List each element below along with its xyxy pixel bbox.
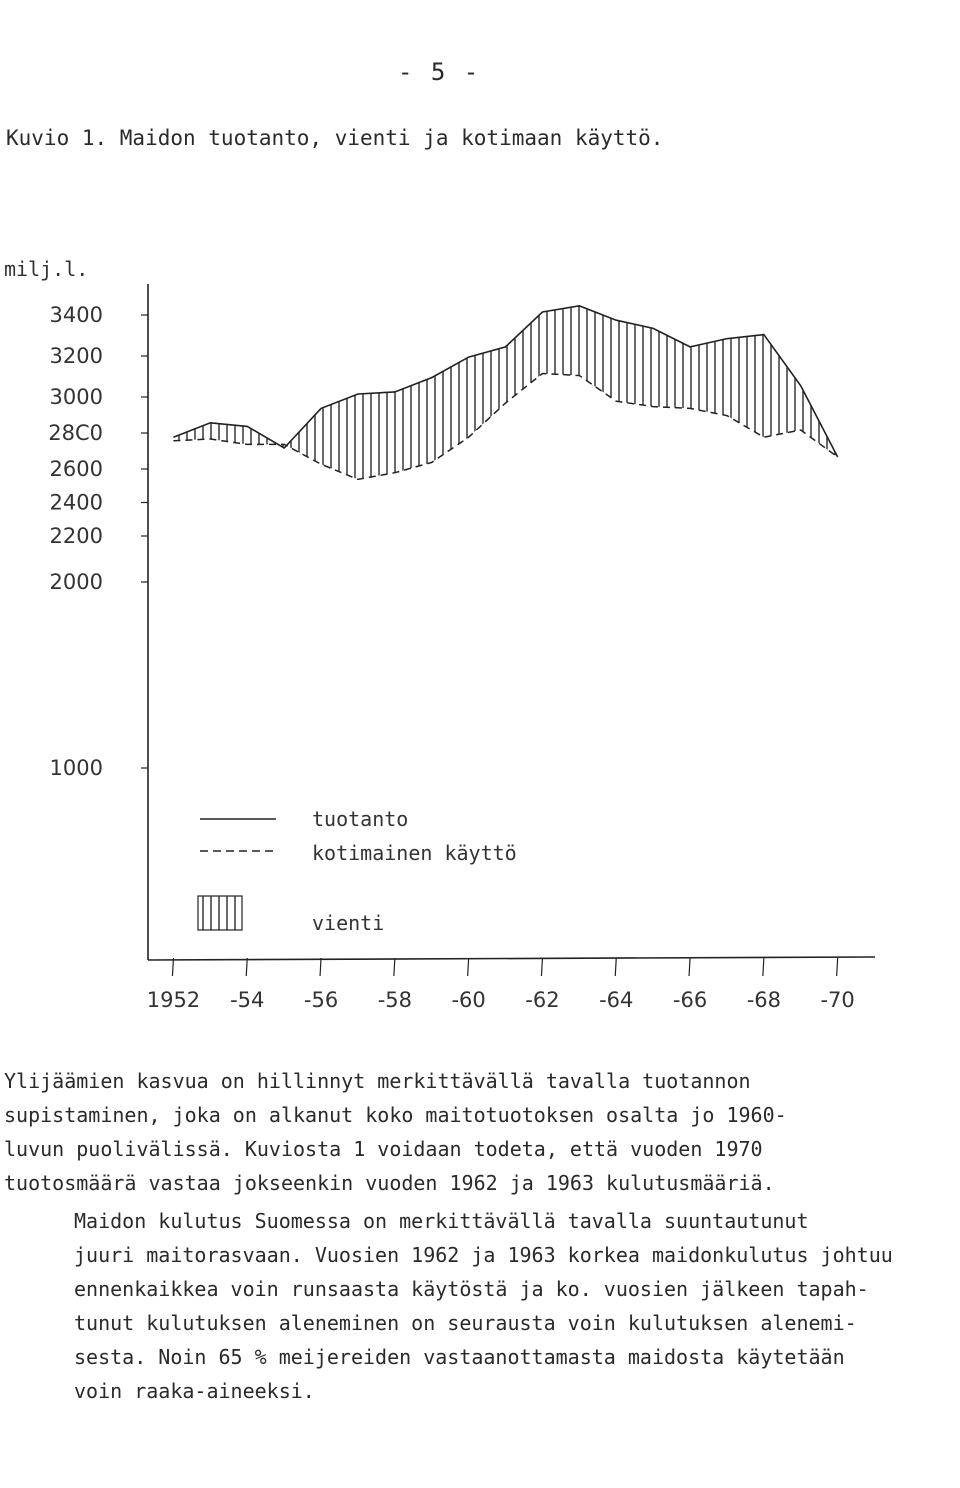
x-tick-mark [763, 958, 764, 976]
x-tick-mark [468, 958, 469, 976]
x-tick-label: -62 [525, 988, 560, 1012]
x-tick-label: -66 [672, 988, 708, 1012]
x-tick-label: -70 [820, 988, 855, 1012]
y-tick-label: 2000 [49, 570, 103, 594]
y-tick-label: 2200 [49, 524, 103, 548]
y-tick-label: 2400 [49, 490, 103, 515]
y-tick-label: 1000 [49, 756, 103, 780]
y-tick-label: 2600 [49, 457, 103, 481]
text-line: luvun puolivälissä. Kuviosta 1 voidaan todeta, että vuoden 1970 [4, 1137, 763, 1161]
text-line: ennenkaikkea voin runsaasta käytöstä ja ko. vuosien jälkeen tapah- [74, 1277, 869, 1301]
text-line: supistaminen, joka on alkanut koko maitotuotoksen osalta jo 1960- [4, 1103, 787, 1127]
milk-chart [0, 240, 960, 1060]
x-tick-mark [320, 958, 321, 976]
x-tick-label: -54 [230, 988, 265, 1012]
x-tick-label: -60 [451, 988, 486, 1012]
x-tick-label: -58 [377, 988, 413, 1012]
x-tick-mark [689, 958, 690, 976]
y-tick-label: 3000 [49, 385, 103, 409]
x-tick-mark [837, 958, 838, 976]
legend-swatch-vienti [198, 896, 242, 930]
x-tick-mark [246, 958, 247, 976]
x-tick-label: -64 [599, 988, 634, 1012]
legend [198, 807, 517, 935]
vienti-band [173, 306, 837, 480]
x-tick-mark [541, 958, 542, 976]
text-line: Maidon kulutus Suomessa on merkittävällä tavalla suuntautunut [74, 1209, 809, 1233]
x-tick-label: 1952 [146, 988, 201, 1012]
legend-label-tuotanto: tuotanto [312, 807, 409, 831]
x-tick-mark [615, 958, 616, 976]
body-text [4, 1064, 956, 1408]
y-tick-label: 3200 [49, 344, 103, 368]
text-line: voin raaka-aineeksi. [74, 1379, 315, 1403]
x-tick-label: -56 [303, 988, 339, 1012]
x-tick-mark [172, 958, 173, 976]
x-axis-ticks [147, 958, 855, 1012]
text-line: tuotosmäärä vastaa jokseenkin vuoden 1962 ja 1963 kulutusmääriä. [4, 1171, 775, 1195]
legend-label-vienti: vienti [312, 911, 385, 935]
y-tick-label: 28C0 [48, 421, 103, 445]
paragraph-2 [4, 1204, 956, 1408]
y-axis-ticks [48, 303, 148, 780]
page-number: - 5 - [398, 58, 481, 86]
x-tick-mark [394, 958, 395, 976]
text-line: juuri maitorasvaan. Vuosien 1962 ja 1963 korkea maidonkulutus johtuu [74, 1243, 893, 1267]
text-line: tunut kulutuksen aleneminen on seurausta voin kulutuksen alenemi- [74, 1311, 857, 1335]
text-line: Ylijäämien kasvua on hillinnyt merkittävällä tavalla tuotannon [4, 1069, 751, 1093]
figure-caption: Kuvio 1. Maidon tuotanto, vienti ja kotimaan käyttö. [6, 126, 664, 150]
x-tick-label: -68 [746, 988, 782, 1012]
y-axis-label: milj.l. [4, 257, 89, 281]
x-axis-line [148, 957, 875, 960]
paragraph-1 [4, 1064, 956, 1200]
y-tick-label: 3400 [49, 303, 103, 327]
vienti-fill [173, 306, 837, 480]
legend-label-kotimainen-kaytto: kotimainen käyttö [312, 841, 517, 865]
text-line: sesta. Noin 65 % meijereiden vastaanottamasta maidosta käytetään [74, 1345, 845, 1369]
